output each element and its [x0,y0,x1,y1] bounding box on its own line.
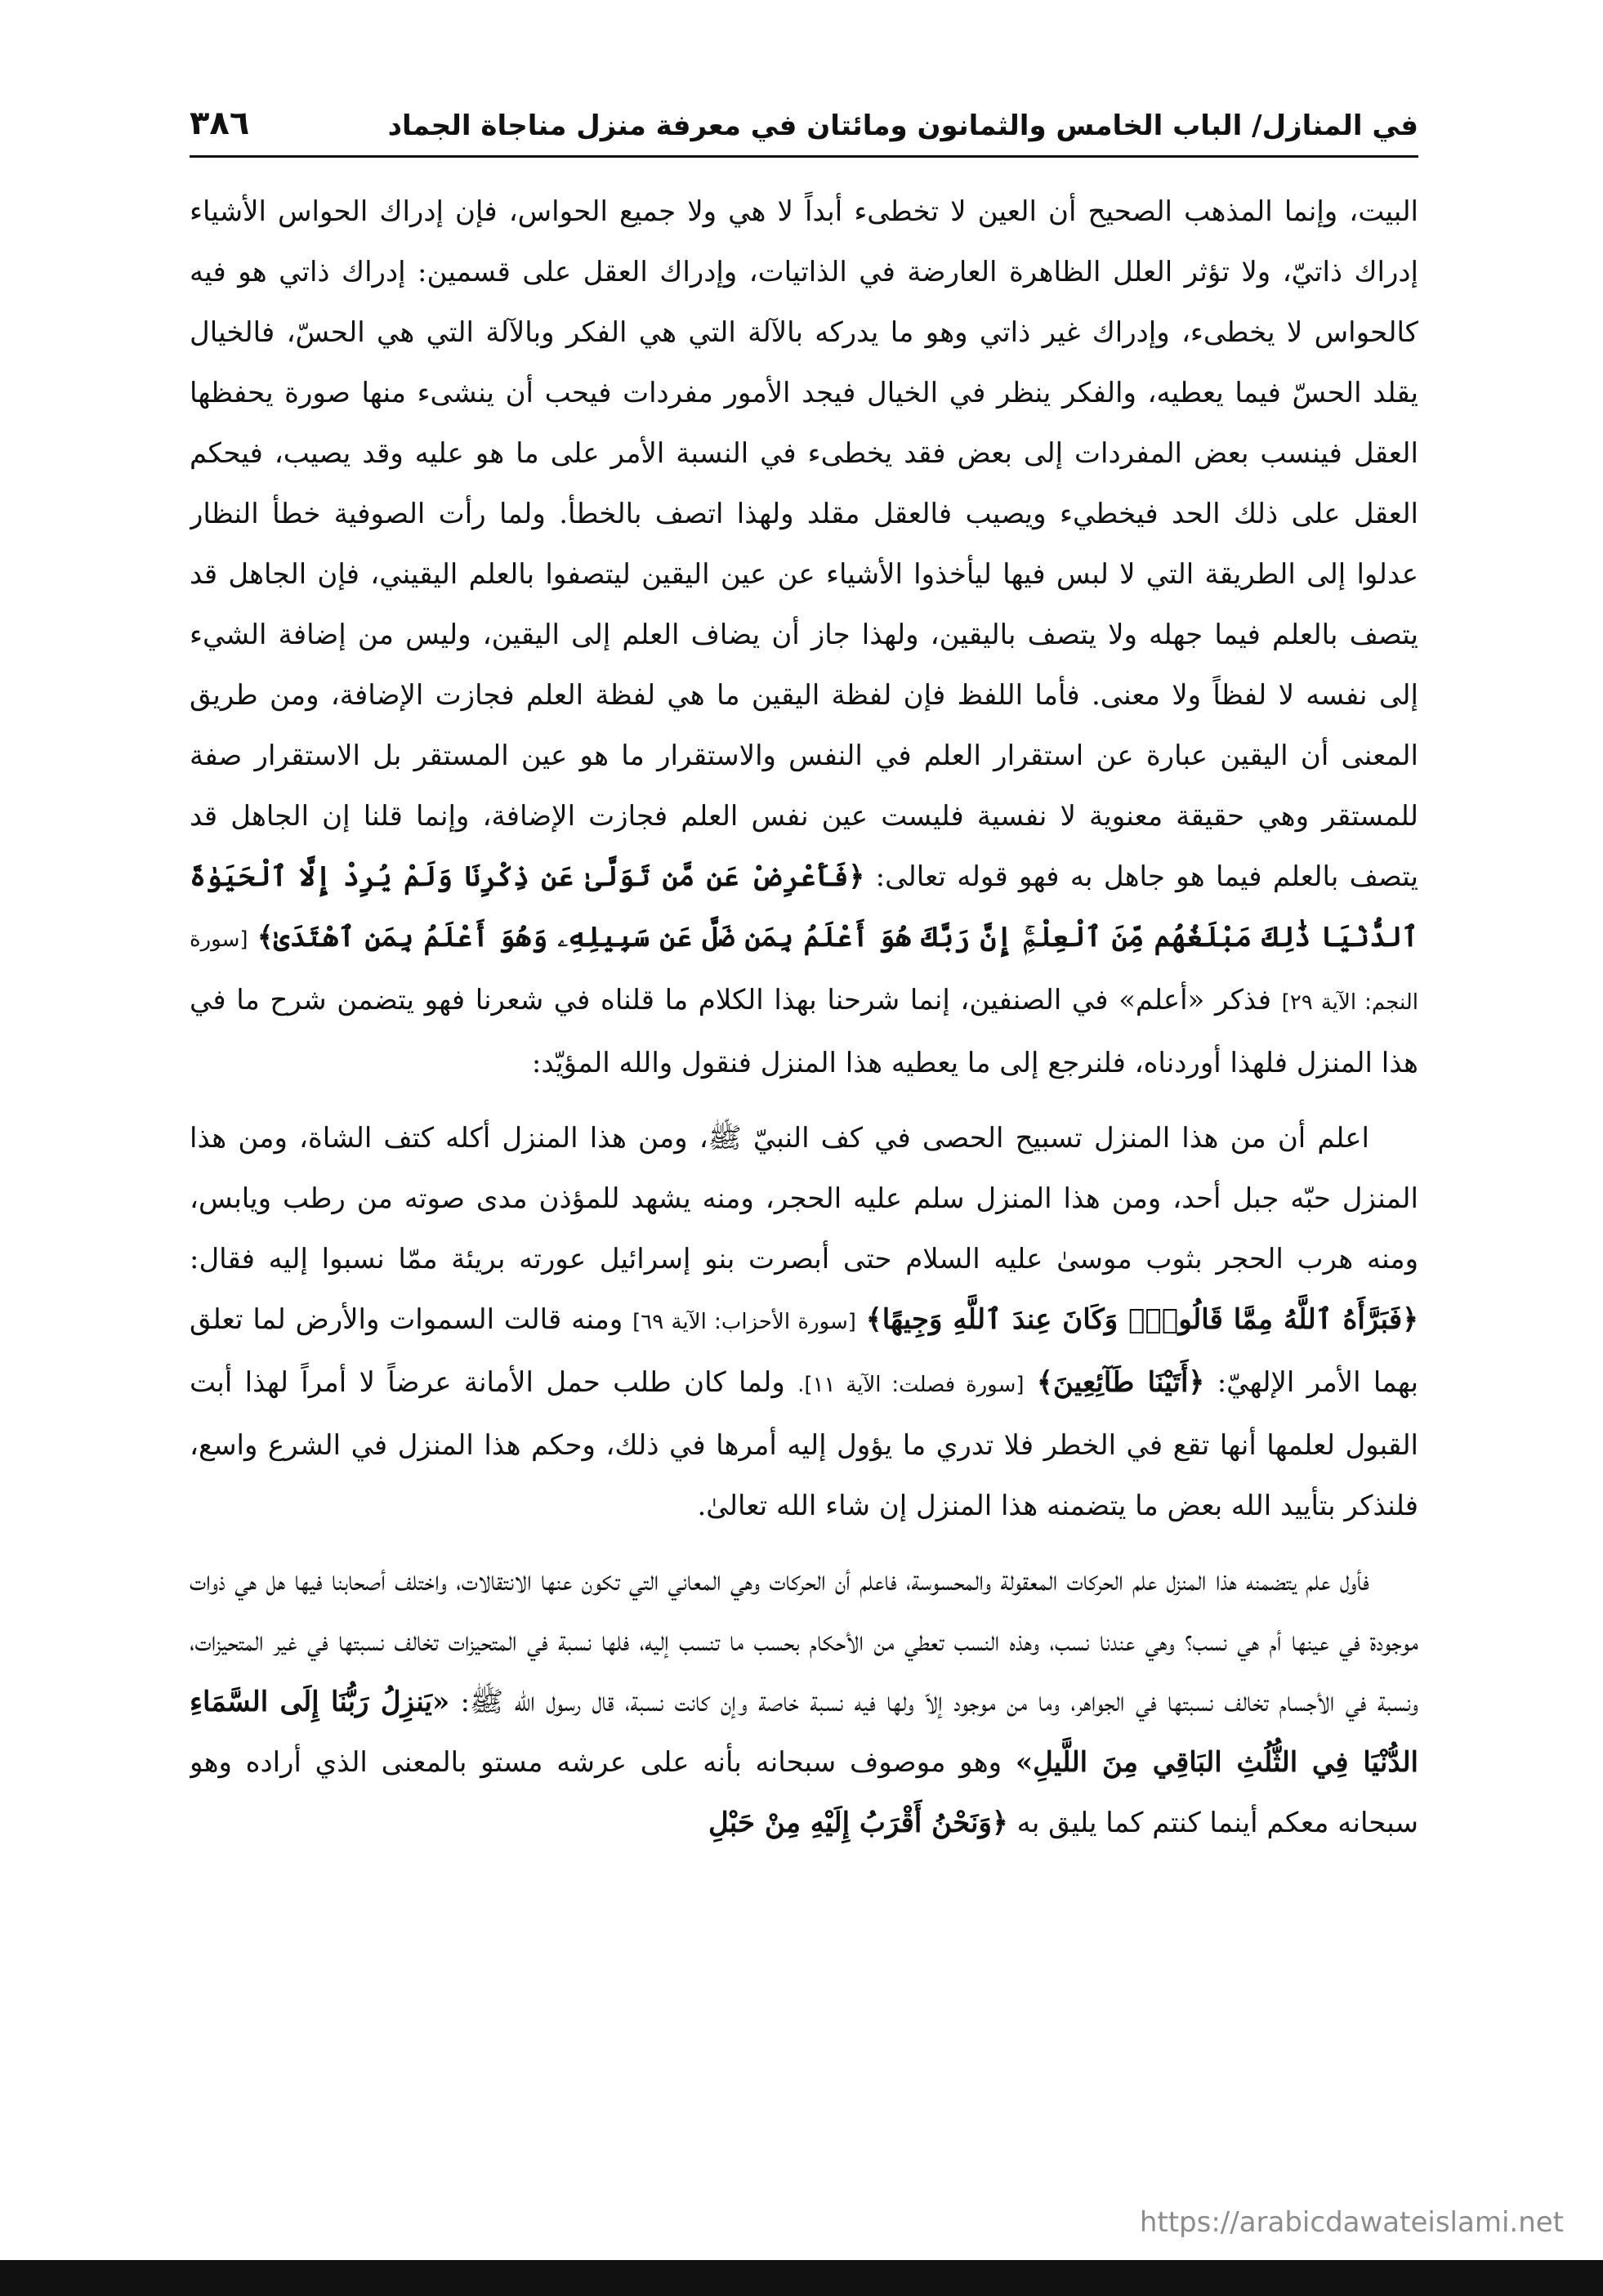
text-segment: البيت، وإنما المذهب الصحيح أن العين لا تخطىء أبداً لا هي ولا جميع الحواس، فإن إدراك الحواس الأشياء إدراك ذاتيّ، ولا تؤثر العلل الظاهرة العارضة في الذاتيات، وإدراك العقل على قسمين: إدراك ذاتي هو فيه كالحواس لا يخطىء، وإدراك غير ذاتي وهو ما يدركه بالآلة التي هي الفكر وبالآلة التي هي الحسّ، فالخيال يقلد الحسّ فيما يعطيه، والفكر ينظر في الخيال فيجد الأمور مفردات فيحب أن ينشىء منها صورة يحفظها العقل فينسب بعض المفردات إلى بعض فقد يخطىء في النسبة الأمر على ما هو عليه وقد يصيب، فيحكم العقل على ذلك الحد فيخطيء ويصيب فالعقل مقلد ولهذا اتصف بالخطأ. ولما رأت الصوفية خطأ النظار عدلوا إلى الطريقة التي لا لبس فيها ليأخذوا الأشياء عن عين اليقين ليتصفوا بالعلم اليقيني، فإن الجاهل قد يتصف بالعلم فيما جهله ولا يتصف باليقين، ولهذا جاز أن يضاف العلم إلى اليقين، وليس من إضافة الشيء إلى نفسه لا لفظاً ولا معنى. فأما اللفظ فإن لفظة اليقين ما هي لفظة العلم فجازت الإضافة، ومن طريق المعنى أن اليقين عبارة عن استقرار العلم في النفس والاستقرار ما هو عين المستقر بل الاستقرار صفة للمستقر وهي حقيقة معنوية لا نفسية فليست عين نفس العلم فجازت الإضافة، وإنما قلنا إن الجاهل قد يتصف بالعلم فيما هو جاهل به فهو قوله تعالى: [190,195,1418,893]
text-segment: فأول علم يتضمنه هذا المنزل علم الحركات المعقولة والمحسوسة، فاعلم أن الحركات وهي المعاني التي تكون عنها الانتقالات، واختلف أصحابنا فيها هل هي ذوات موجودة في عينها أم هي نسب؟ وهي عندنا نسب، وهذه النسب تعطي من الأحكام بحسب ما تنسب إليه، فلها نسبة في المتحيزات تخالف نسبتها في غير المتحيزات، ونسبة في الأجسام تخالف نسبتها في الجواهر، وما من موجود إلاّ ولها فيه نسبة خاصة وإن كانت نسبة، قال رسول الله ﷺ: [190,1565,1418,1718]
body-text [190,181,1418,2198]
text-segment: فذكر «أعلم» في الصنفين، إنما شرحنا بهذا الكلام ما قلناه في شعرنا فهو يتضمن شرح ما في هذا المنزل فلهذا أوردناه، فلنرجع إلى ما يعطيه هذا المنزل فنقول والله المؤيّد: [190,984,1418,1079]
quran-verse: ﴿فَأَعْرِضْ عَن مَّن تَوَلَّىٰ عَن ذِكْرِنَا وَلَمْ يُرِدْ إِلَّا ٱلْحَيَوٰةَ ٱلدُّنْيَا ذَٰلِكَ مَبْلَغُهُم مِّنَ ٱلْعِلْمِۚ إِنَّ رَبَّكَ هُوَ أَعْلَمُ بِمَن ضَلَّ عَن سَبِيلِهِۦ وَهُوَ أَعْلَمُ بِمَنِ ٱهْتَدَىٰ﴾ [190,860,1418,954]
running-header [190,92,1418,158]
quran-verse: ﴿فَبَرَّأَهُ ٱللَّهُ مِمَّا قَالُواْۚ وَكَانَ عِندَ ٱللَّهِ وَجِيهًا﴾ [865,1303,1418,1336]
chapter-title: في المنازل/ الباب الخامس والثمانون ومائتان في معرفة منزل مناجاة الجماد [387,109,1418,142]
text-segment: اعلم أن من هذا المنزل تسبيح الحصى في كف النبيّ ﷺ، ومن هذا المنزل أكله كتف الشاة، ومن هذا المنزل حبّه جبل أحد، ومن هذا المنزل سلم عليه الحجر، ومنه يشهد للمؤذن مدى صوته من رطب ويابس، ومنه هرب الحجر بثوب موسىٰ عليه السلام حتى أبصرت بنو إسرائيل عورته بريئة ممّا نسبوا إليه فقال: [190,1122,1418,1275]
paragraph-1 [190,181,1418,1093]
text-segment: ومنه قالت السموات والأرض لما تعلق بهما الأمر الإلهيّ: [190,1303,1418,1399]
text-segment: وهو موصوف سبحانه بأنه على عرشه مستو بالمعنى الذي أراده وهو سبحانه معكم أينما كنتم كما يليق به [190,1746,1418,1839]
paragraph-2 [190,1108,1418,1536]
text-segment: ولما كان طلب حمل الأمانة عرضاً لا أمراً لهذا أبت القبول لعلمها أنها تقع في الخطر فلا تدري ما يؤول إليه أمرها في ذلك، وحكم هذا المنزل في الشرع واسع، فلنذكر بتأييد الله بعض ما يتضمنه هذا المنزل إن شاء الله تعالىٰ. [190,1366,1418,1522]
page-number: ٣٨٦ [190,105,250,142]
verse-citation: [سورة النجم: الآية ٢٩] [190,927,1418,1015]
quran-verse: ﴿وَنَحْنُ أَقْرَبُ إِلَيْهِ مِنْ حَبْلِ [708,1807,1008,1839]
hadith-quote: «يَنزِلُ رَبُّنَا إِلَى السَّمَاءِ الدُّنْيَا فِي الثُّلُثِ البَاقِي مِنَ اللَّيلِ» [190,1686,1418,1779]
bottom-border [0,2260,1603,2296]
paragraph-3 [190,1551,1418,1853]
watermark-url: https://arabicdawateislami.net [1139,2206,1564,2239]
quran-verse: ﴿أَتَيْنَا طَآئِعِينَ﴾ [1036,1366,1205,1399]
verse-citation: [سورة فصلت: الآية ١١]. [797,1373,1025,1397]
verse-citation: [سورة الأحزاب: الآية ٦٩] [632,1310,856,1334]
